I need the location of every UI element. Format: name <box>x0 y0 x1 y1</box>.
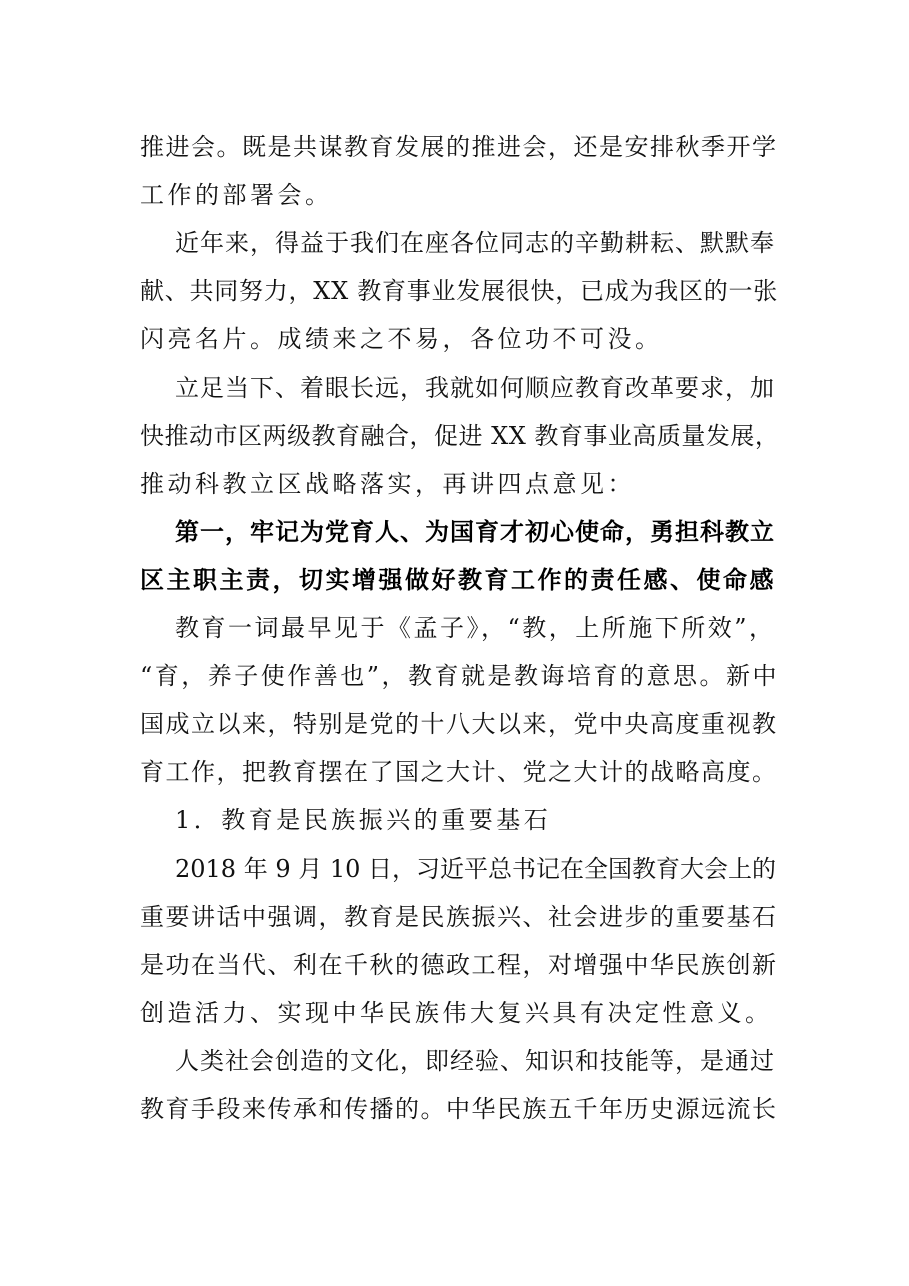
paragraph-line: 教育手段来传承和传播的。中华民族五千年历史源远流长 <box>140 1095 778 1123</box>
paragraph-line: “育，养子使作善也”，教育就是教诲培育的意思。新中 <box>140 662 780 690</box>
section-heading-line: 第一，牢记为党育人、为国育才初心使命，勇担科教立 <box>175 518 775 546</box>
paragraph-line: 快推动市区两级教育融合，促进 XX 教育事业高质量发展， <box>140 422 780 450</box>
paragraph-line: 创造活力、实现中华民族伟大复兴具有决定性意义。 <box>140 999 773 1027</box>
subsection-heading: 1．教育是民族振兴的重要基石 <box>175 806 552 834</box>
paragraph-line: 献、共同努力，XX 教育事业发展很快，已成为我区的一张 <box>140 277 779 305</box>
paragraph-line: 闪亮名片。成绩来之不易，各位功不可没。 <box>140 325 663 353</box>
paragraph-line: 国成立以来，特别是党的十八大以来，党中央高度重视教 <box>140 710 778 738</box>
paragraph-line: 推动科教立区战略落实，再讲四点意见： <box>140 470 635 498</box>
paragraph-line: 重要讲话中强调，教育是民族振兴、社会进步的重要基石 <box>140 903 778 931</box>
paragraph-line: 人类社会创造的文化，即经验、知识和技能等，是通过 <box>175 1047 775 1075</box>
paragraph-line: 教育一词最早见于《孟子》，“教，上所施下所效”， <box>175 614 776 642</box>
paragraph-line: 2018 年 9 月 10 日，习近平总书记在全国教育大会上的 <box>175 855 777 883</box>
paragraph-line: 推进会。既是共谋教育发展的推进会，还是安排秋季开学 <box>140 133 778 161</box>
paragraph-line: 是功在当代、利在千秋的德政工程，对增强中华民族创新 <box>140 951 778 979</box>
paragraph-line: 工作的部署会。 <box>140 181 333 209</box>
paragraph-line: 育工作，把教育摆在了国之大计、党之大计的战略高度。 <box>140 758 778 786</box>
section-heading-line: 区主职主责，切实增强做好教育工作的责任感、使命感 <box>140 566 776 594</box>
paragraph-line: 近年来，得益于我们在座各位同志的辛勤耕耘、默默奉 <box>175 229 775 257</box>
paragraph-line: 立足当下、着眼长远，我就如何顺应教育改革要求，加 <box>175 374 775 402</box>
